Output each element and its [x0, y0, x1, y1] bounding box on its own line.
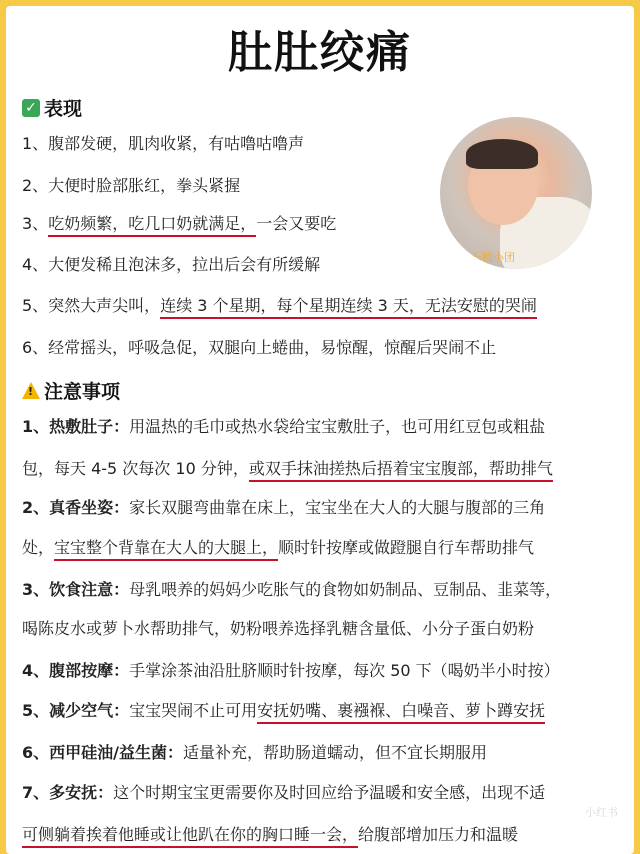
note-keyword: 3、饮食注意： — [22, 580, 130, 599]
item-highlight: 连续 3 个星期，每个星期连续 3 天，无法安慰的哭闹 — [160, 296, 537, 319]
symptom-item — [22, 295, 537, 317]
symptom-item — [22, 175, 240, 197]
symptom-item — [22, 133, 304, 155]
baby-photo — [440, 117, 592, 269]
item-highlight: 吃奶频繁，吃几口奶就满足， — [48, 214, 256, 237]
check-icon: ✓ — [22, 99, 40, 117]
note-text-tail: 给腹部增加压力和温暖 — [358, 825, 519, 844]
symptom-item — [22, 213, 336, 235]
section-heading-notes: ! 注意事项 — [22, 377, 120, 404]
corner-watermark: 小红书 — [585, 806, 618, 819]
note-keyword: 4、腹部按摩： — [22, 661, 130, 680]
note-keyword: 2、真香坐姿： — [22, 498, 130, 517]
note-line — [22, 700, 545, 722]
note-keyword: 6、西甲硅油/益生菌： — [22, 743, 183, 762]
note-text: 手掌涂茶油沿肚脐顺时针按摩，每次 50 下（喝奶半小时按） — [129, 661, 560, 680]
note-text: 包，每天 4-5 次每次 10 分钟， — [22, 459, 249, 478]
photo-watermark: @石榴小团 — [460, 251, 515, 264]
note-highlight: 可侧躺着挨着他睡或让他趴在你的胸口睡一会， — [22, 825, 358, 848]
note-line — [22, 458, 553, 480]
section-heading-symptoms: ✓ 表现 — [22, 94, 82, 121]
item-text: 5、突然大声尖叫， — [22, 296, 161, 315]
note-highlight: 安抚奶嘴、裹襁褓、白噪音、萝卜蹲安抚 — [257, 701, 545, 724]
item-text: 1、腹部发硬，肌肉收紧，有咕噜咕噜声 — [22, 134, 305, 153]
warning-icon: ! — [22, 382, 40, 399]
note-text: 用温热的毛巾或热水袋给宝宝敷肚子，也可用红豆包或粗盐 — [129, 417, 546, 436]
symptom-item — [22, 337, 496, 359]
note-line — [22, 618, 534, 640]
note-line — [22, 742, 487, 764]
note-keyword: 1、热敷肚子： — [22, 417, 130, 436]
item-text: 4、大便发稀且泡沫多，拉出后会有所缓解 — [22, 255, 321, 274]
note-line — [22, 416, 545, 438]
item-text: 6、经常摇头，呼吸急促，双腿向上蜷曲，易惊醒，惊醒后哭闹不止 — [22, 338, 497, 357]
note-text: 适量补充，帮助肠道蠕动，但不宜长期服用 — [182, 743, 487, 762]
note-text: 这个时期宝宝更需要你及时回应给予温暖和安全感，出现不适 — [113, 783, 546, 802]
note-line — [22, 824, 518, 846]
note-line — [22, 782, 545, 804]
item-text-tail: 一会又要吃 — [256, 214, 337, 233]
note-highlight: 宝宝整个背靠在大人的大腿上， — [54, 538, 278, 561]
symptom-item — [22, 254, 320, 276]
item-text: 2、大便时脸部胀红，拳头紧握 — [22, 176, 241, 195]
note-text: 宝宝哭闹不止可用 — [129, 701, 258, 720]
note-text: 处， — [22, 538, 55, 557]
note-text: 母乳喂养的妈妈少吃胀气的食物如奶制品、豆制品、韭菜等， — [129, 580, 562, 599]
note-text: 家长双腿弯曲靠在床上，宝宝坐在大人的大腿与腹部的三角 — [129, 498, 546, 517]
note-keyword: 7、多安抚： — [22, 783, 114, 802]
note-line — [22, 660, 560, 682]
note-line — [22, 497, 545, 519]
note-text-tail: 顺时针按摩或做蹬腿自行车帮助排气 — [278, 538, 535, 557]
item-text: 3、 — [22, 214, 49, 233]
note-highlight: 或双手抹油搓热后捂着宝宝腹部，帮助排气 — [249, 459, 553, 482]
note-keyword: 5、减少空气： — [22, 701, 130, 720]
note-text: 喝陈皮水或萝卜水帮助排气，奶粉喂养选择乳糖含量低、小分子蛋白奶粉 — [22, 619, 535, 638]
note-line — [22, 537, 534, 559]
page-card — [6, 6, 634, 854]
note-line — [22, 579, 561, 601]
page-title: 肚肚绞痛 — [228, 27, 412, 78]
